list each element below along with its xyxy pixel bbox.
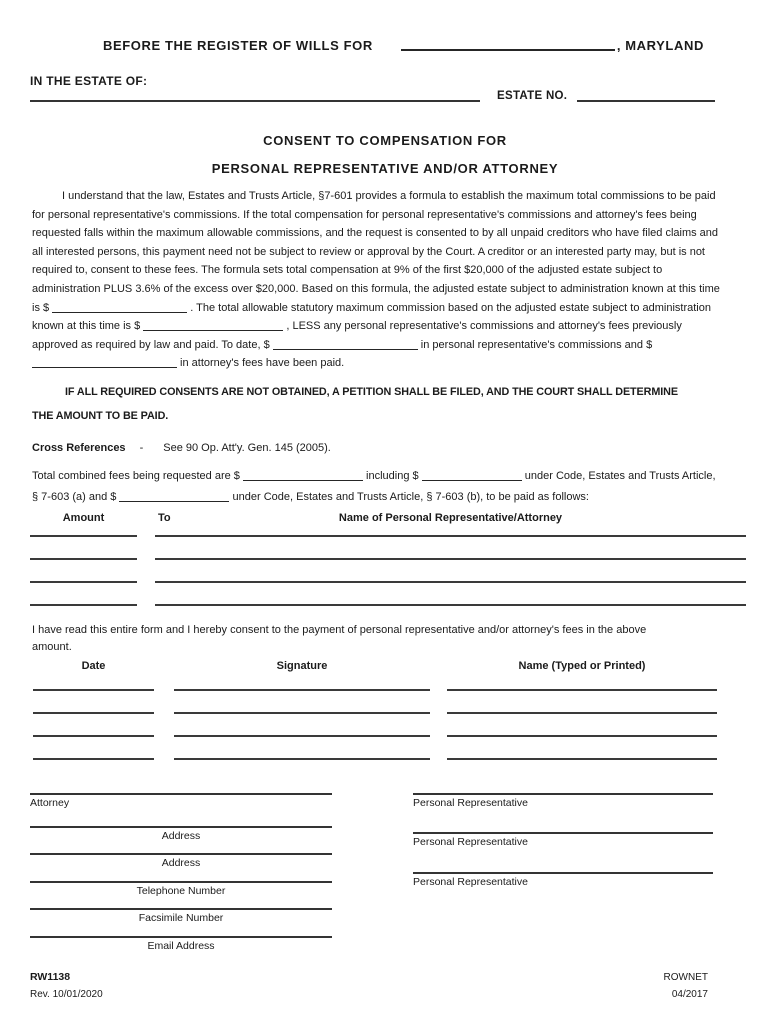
representative-field-row <box>413 872 713 912</box>
attorney-field-line[interactable] <box>30 936 332 938</box>
attorney-field-label: Attorney <box>30 796 70 809</box>
fee-recipient-line[interactable] <box>155 558 746 560</box>
footer-left <box>30 969 103 1003</box>
footer-right <box>664 969 708 1003</box>
signature-rows <box>0 668 770 760</box>
representative-field-label: Personal Representative <box>413 796 528 809</box>
representative-field-row <box>413 793 713 833</box>
fee-amount-line[interactable] <box>30 558 137 560</box>
attorney-field-line[interactable] <box>30 908 332 910</box>
attorney-field-label: Email Address <box>147 940 215 953</box>
form-header <box>103 37 770 53</box>
attorney-field-label: Facsimile Number <box>138 912 224 925</box>
fill-in-blank[interactable] <box>273 337 418 350</box>
form-title-line1: CONSENT TO COMPENSATION FOR <box>263 133 507 148</box>
signature-line[interactable] <box>174 689 430 691</box>
consent-statement: I have read this entire form and I hereby consent to the payment of personal representative and/or attorney's fees in the above amount. <box>32 623 647 653</box>
footer-system-date: 04/2017 <box>671 989 708 1000</box>
signature-row <box>0 714 770 737</box>
header-maryland-label: , MARYLAND <box>616 38 704 53</box>
name-line[interactable] <box>447 712 717 714</box>
county-name-blank[interactable] <box>401 37 615 51</box>
name-line[interactable] <box>447 735 717 737</box>
date-line[interactable] <box>33 735 154 737</box>
fees-paragraph: Total combined fees being requested are $ including $ under Code, Estates and Trusts Article, § 7-603 (a) and $ under Code, Estates and Trusts Article, § 7-603 (b), to be paid as follows: <box>32 469 716 504</box>
signature-header-date: Date <box>81 659 106 672</box>
signature-row <box>0 737 770 760</box>
attorney-field-line[interactable] <box>30 853 332 855</box>
signature-header-name: Name (Typed or Printed) <box>518 659 646 672</box>
fill-in-blank[interactable] <box>243 468 363 481</box>
contact-section <box>30 793 770 964</box>
intro-paragraph: I understand that the law, Estates and Trusts Article, §7-601 provides a formula to establish the maximum total commissions to be paid for personal representative's commissions. If the total compensation for personal representative's commissions and attorney's fees being requested falls within the maximum allowable commissions, and the request is consented to by all unpaid creditors who have filed claims and all interested persons, this payment need not be subject to review or approval by the Court. A creditor or an interested party may, but is not required to, consent to these fees. The formula sets total compensation at 9% of the first $20,000 of the adjusted estate subject to administration PLUS 3.6% of the excess over $20,000. Based on this formula, the adjusted estate subject to administration known at this time is $ . The total allowable statutory maximum commission based on the adjusted estate subject to administration known at this time is $ , LESS any personal representative's commissions and attorney's fees previously approved as required by law and paid. To date, $ in personal representative's commissions and $ in attorney's fees have been paid. <box>32 190 720 370</box>
fill-in-blank[interactable] <box>52 300 187 313</box>
signature-row <box>0 691 770 714</box>
cross-references-dash: - <box>139 441 144 454</box>
form-number: RW1138 <box>30 971 71 983</box>
attorney-field-row <box>30 908 332 936</box>
estate-name-line[interactable] <box>30 100 480 102</box>
fee-amount-line[interactable] <box>30 604 137 606</box>
fee-rows <box>30 511 746 606</box>
representative-field-row <box>413 832 713 872</box>
fee-recipient-line[interactable] <box>155 535 746 537</box>
fee-row <box>30 583 746 606</box>
fee-header-amount: Amount <box>62 511 105 524</box>
signature-line[interactable] <box>174 735 430 737</box>
signature-line[interactable] <box>174 712 430 714</box>
attorney-field-line[interactable] <box>30 881 332 883</box>
attorney-field-line[interactable] <box>30 793 332 795</box>
attorney-field-label: Address <box>161 829 201 842</box>
estate-no-label: ESTATE NO. <box>497 90 568 102</box>
cross-references-row <box>32 442 770 454</box>
name-line[interactable] <box>447 689 717 691</box>
fill-in-blank[interactable] <box>32 355 177 368</box>
attorney-field-row <box>30 793 332 826</box>
attorney-field-row <box>30 853 332 881</box>
representative-signature-line[interactable] <box>413 793 713 795</box>
fee-header-to: To <box>158 511 171 524</box>
attorney-field-row <box>30 826 332 854</box>
cross-references-text: See 90 Op. Att'y. Gen. 145 (2005). <box>163 441 331 454</box>
form-title-line2: PERSONAL REPRESENTATIVE AND/OR ATTORNEY <box>211 161 559 176</box>
date-line[interactable] <box>33 758 154 760</box>
fee-header-col2 <box>155 512 746 524</box>
representative-signature-line[interactable] <box>413 872 713 874</box>
cross-references-label: Cross References <box>32 441 126 454</box>
signature-header-signature: Signature <box>276 659 328 672</box>
date-line[interactable] <box>33 712 154 714</box>
representative-signature-block <box>413 793 713 964</box>
estate-row <box>30 88 770 102</box>
attorney-field-row <box>30 881 332 909</box>
fill-in-blank[interactable] <box>143 318 283 331</box>
representative-field-label: Personal Representative <box>413 875 528 888</box>
attorney-field-row <box>30 936 332 964</box>
in-estate-label: IN THE ESTATE OF: <box>30 74 148 88</box>
signature-line[interactable] <box>174 758 430 760</box>
attorney-field-label: Address <box>161 857 201 870</box>
header-title: BEFORE THE REGISTER OF WILLS FOR <box>103 38 373 53</box>
fee-row <box>30 560 746 583</box>
form-footer <box>30 969 708 1003</box>
warning-paragraph: IF ALL REQUIRED CONSENTS ARE NOT OBTAINED, A PETITION SHALL BE FILED, AND THE COURT SHALL DETERMINE THE AMOUNT TO BE PAID. <box>32 385 678 422</box>
estate-no-line[interactable] <box>577 100 715 102</box>
date-line[interactable] <box>33 689 154 691</box>
representative-field-label: Personal Representative <box>413 836 528 849</box>
footer-system: ROWNET <box>663 972 708 983</box>
fee-row <box>30 537 746 560</box>
attorney-field-label: Telephone Number <box>136 884 226 897</box>
fill-in-blank[interactable] <box>422 468 522 481</box>
attorney-field-line[interactable] <box>30 826 332 828</box>
fee-amount-line[interactable] <box>30 535 137 537</box>
signature-table-header <box>0 660 770 672</box>
fill-in-blank[interactable] <box>119 489 229 502</box>
form-revision: Rev. 10/01/2020 <box>30 989 103 1000</box>
attorney-contact-block <box>30 793 332 964</box>
fee-recipient-line[interactable] <box>155 581 746 583</box>
name-line[interactable] <box>447 758 717 760</box>
representative-signature-line[interactable] <box>413 832 713 834</box>
fee-recipient-line[interactable] <box>155 604 746 606</box>
fee-header-name: Name of Personal Representative/Attorney <box>338 511 563 524</box>
fee-amount-line[interactable] <box>30 581 137 583</box>
